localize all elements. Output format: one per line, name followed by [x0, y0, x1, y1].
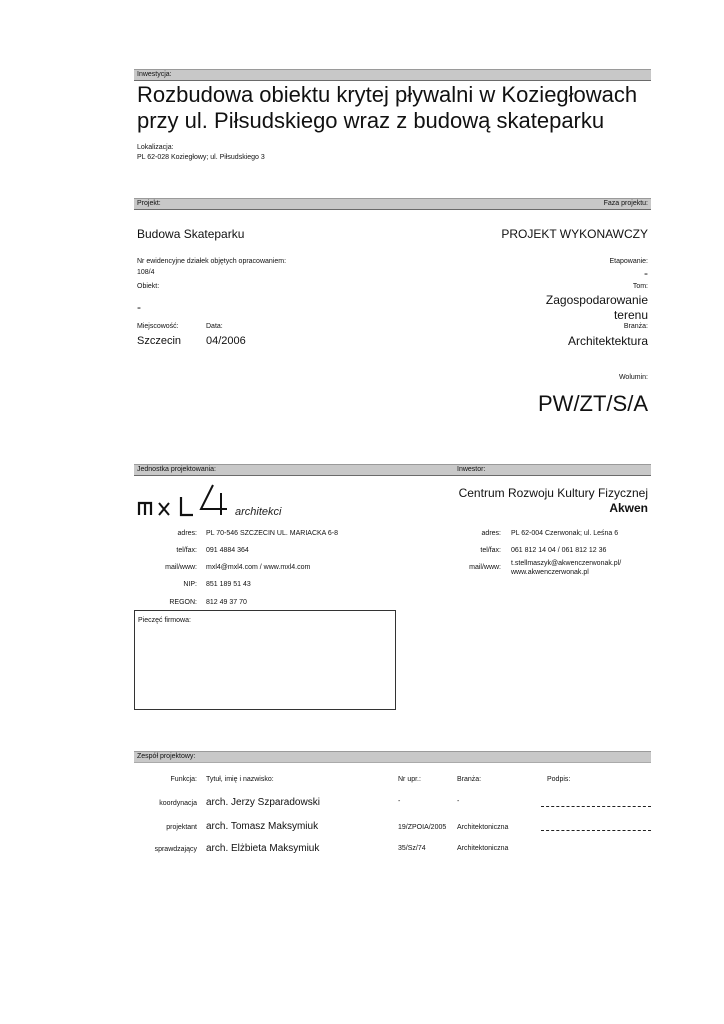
- row-branza: Architektoniczna: [457, 845, 509, 852]
- jednostka-mail-label: mail/www:: [165, 564, 197, 571]
- wolumin-value: PW/ZT/S/A: [538, 391, 648, 416]
- row-funkcja: koordynacja: [159, 800, 197, 807]
- tom-label: Tom:: [632, 283, 648, 290]
- company-logo: [137, 481, 285, 521]
- inwestor-name-line1: Centrum Rozwoju Kultury Fizycznej: [458, 486, 648, 500]
- signature-line: [541, 830, 651, 831]
- stamp-label: Pieczęć firmowa:: [138, 617, 191, 624]
- row-funkcja: sprawdzający: [154, 846, 197, 853]
- inwestor-mail-label: mail/www:: [469, 564, 501, 571]
- miejscowosc-label: Miejscowość:: [137, 323, 179, 330]
- row-nr: -: [398, 798, 401, 805]
- logo-sub: architekci: [235, 506, 282, 518]
- projekt-bar: [134, 198, 651, 210]
- header-branza: Branża:: [457, 776, 482, 783]
- row-branza: -: [457, 798, 460, 805]
- inwestor-name-line2: Akwen: [609, 501, 648, 515]
- inwestor-tel-label: tel/fax:: [480, 547, 501, 554]
- miejscowosc-value: Szczecin: [137, 335, 182, 347]
- etapowanie-label: Etapowanie:: [609, 258, 648, 265]
- row-nr: 19/ZPOIA/2005: [398, 824, 447, 831]
- inwestor-tel-value: 061 812 14 04 / 061 812 12 36: [511, 547, 607, 554]
- header-nr: Nr upr.:: [398, 776, 421, 783]
- data-value: 04/2006: [206, 335, 246, 347]
- investycja-title: [137, 82, 637, 134]
- inwestor-adres-value: PL 62-004 Czerwonak; ul. Leśna 6: [511, 530, 619, 537]
- inwestor-mail-line1[interactable]: t.stellmaszyk@akwenczerwonak.pl/: [511, 560, 622, 567]
- row-branza: Architektoniczna: [457, 824, 509, 831]
- investycja-label: Inwestycja:: [137, 71, 172, 78]
- header-tytul: Tytuł, imię i nazwisko:: [206, 776, 274, 783]
- row-funkcja: projektant: [166, 824, 197, 831]
- jednostka-regon-value: 812 49 37 70: [206, 599, 247, 606]
- jednostka-inwestor-bar: [134, 464, 651, 476]
- projekt-name: Budowa Skateparku: [137, 227, 245, 241]
- investycja-title-line2: przy ul. Piłsudskiego wraz z budową skateparku: [137, 108, 605, 133]
- stamp-box: [134, 610, 396, 710]
- jednostka-nip-label: NIP:: [183, 581, 197, 588]
- etapowanie-value: -: [644, 266, 648, 280]
- row-name: arch. Tomasz Maksymiuk: [206, 821, 319, 832]
- investycja-title-line1: Rozbudowa obiektu krytej pływalni w Koziegłowach: [137, 82, 638, 107]
- lokalizacja-value: PL 62-028 Koziegłowy; ul. Piłsudskiego 3: [137, 154, 265, 161]
- tom-line1: Zagospodarowanie: [545, 293, 648, 307]
- branza-label: Branża:: [623, 323, 648, 330]
- faza-value: PROJEKT WYKONAWCZY: [501, 227, 648, 241]
- dzialki-label: Nr ewidencyjne działek objętych opracowaniem:: [137, 258, 287, 265]
- jednostka-adres-value: PL 70-546 SZCZECIN UL. MARIACKA 6-8: [206, 530, 339, 537]
- jednostka-label: Jednostka projektowania:: [137, 466, 216, 473]
- row-name: arch. Elżbieta Maksymiuk: [206, 843, 320, 854]
- inwestor-label: Inwestor:: [457, 466, 486, 473]
- wolumin-label: Wolumin:: [618, 374, 648, 381]
- signature-line: [541, 806, 651, 807]
- faza-label: Faza projektu:: [603, 200, 648, 207]
- jednostka-nip-value: 851 189 51 43: [206, 581, 251, 588]
- row-name: arch. Jerzy Szparadowski: [206, 797, 320, 808]
- jednostka-mail-value[interactable]: mxl4@mxl4.com / www.mxl4.com: [206, 564, 311, 571]
- jednostka-tel-value: 091 4884 364: [206, 547, 249, 554]
- obiekt-value: -: [137, 300, 141, 314]
- obiekt-label: Obiekt:: [137, 283, 160, 290]
- lokalizacja-label: Lokalizacja:: [137, 144, 174, 151]
- header-podpis: Podpis:: [547, 776, 571, 783]
- inwestor-mail-line2[interactable]: www.akwenczerwonak.pl: [511, 569, 589, 576]
- branza-value: Architektektura: [567, 334, 648, 348]
- jednostka-adres-label: adres:: [177, 530, 197, 537]
- row-nr: 35/Sz/74: [398, 845, 426, 852]
- inwestor-adres-label: adres:: [481, 530, 501, 537]
- projekt-label: Projekt:: [137, 200, 161, 207]
- zespol-divider: [134, 762, 651, 763]
- data-label: Data:: [206, 323, 223, 330]
- investycja-bar: [134, 69, 651, 81]
- zespol-label: Zespół projektowy:: [137, 753, 196, 760]
- inwestor-name: [443, 486, 648, 516]
- jednostka-regon-label: REGON:: [169, 599, 197, 606]
- dzialki-value: 108/4: [137, 269, 155, 276]
- header-funkcja: Funkcja:: [170, 776, 197, 783]
- jednostka-tel-label: tel/fax:: [176, 547, 197, 554]
- tom-line2: terenu: [613, 308, 648, 322]
